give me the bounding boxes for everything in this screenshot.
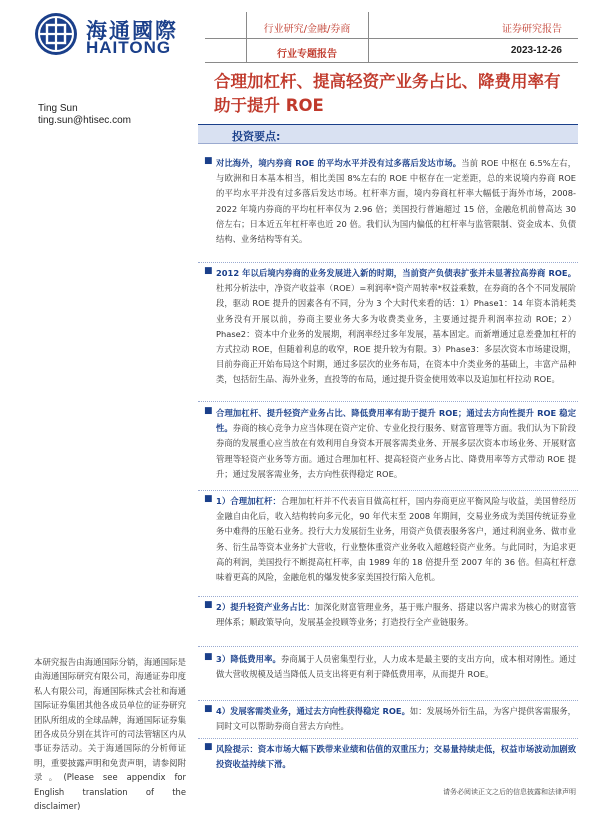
section-divider bbox=[198, 700, 578, 701]
bullet-icon: ■ bbox=[204, 742, 213, 752]
key-point-text bbox=[216, 156, 576, 247]
key-point-body: 杜邦分析法中，净资产收益率（ROE）=利润率*资产周转率*权益乘数，在券商的各个不同发展阶段，驱动 ROE 提升的因素各有不同，分为 3 个大时代来看的话：1）Phase1：14 年资本消耗类业务没有开展以前，券商主要业务大多为收费类业务，主要通过提升利润率拉动 ROE；2）Phase2：资本中介业务的发展期，利润率经过多年发展，基本固定。而新增通过息差叠加杠杆的方式拉动 ROE，但随着利息的收窄，ROE 提升较为有限。3）Phase3：多层次资本市场建设期，目前券商正开始布局这个时期，通过多层次的业务布局，在资本中介类业务的基础上，丰富产品种类，包括衍生品、海外业务，直投等的布局，通过提升资金使用效率以及追加杠杆拉动 ROE。 bbox=[216, 283, 576, 385]
section-divider bbox=[198, 401, 578, 402]
key-points-heading-bar bbox=[198, 124, 578, 144]
section-divider bbox=[198, 262, 578, 263]
bullet-icon: ■ bbox=[204, 704, 213, 714]
report-type: 行业专题报告 bbox=[277, 49, 337, 60]
key-point-body: 当前 ROE 中枢在 6.5%左右，与欧洲和日本基本相当，相比美国 8%左右的 ROE 中枢存在一定差距，总的来说境内券商 ROE 的平均水平并没有过多落后发达市场。杠杆率方面，境内券商杠杆率大幅低于海外市场，2008-2022 年境内券商的平均杠杆率仅为 2.96 倍；美国投行普遍超过 15 倍，金融危机前曾高达 30 倍左右；日本近五年杠杆率也近 20 倍。我们认为国内偏低的杠杆率与监管限制、资金成本、负债结构、业务结构等有关。 bbox=[216, 158, 576, 245]
key-point-item bbox=[204, 156, 576, 247]
key-point-lead: 1）合理加杠杆： bbox=[216, 496, 281, 506]
key-point-body: 加深化财富管理业务，基于账户服务、搭建以客户需求为核心的财富管理体系；顺政策导向，发展基金投顾等业务；打造投行全产业链服务。 bbox=[216, 602, 576, 628]
key-point-text bbox=[216, 652, 576, 682]
bullet-icon: ■ bbox=[204, 156, 213, 166]
key-point-text bbox=[216, 266, 576, 388]
report-date: 2023-12-26 bbox=[510, 45, 562, 56]
section-divider bbox=[198, 738, 578, 739]
report-category: 行业研究/金融/券商 bbox=[263, 24, 351, 35]
key-point-body: 券商属于人员密集型行业，人力成本是最主要的支出方向，成本相对刚性。通过做大营收规模及适当降低人员支出将更有利于降低费用率，从而提升 ROE。 bbox=[216, 654, 576, 680]
key-point-text bbox=[216, 742, 576, 772]
key-point-item bbox=[204, 600, 576, 630]
bullet-icon: ■ bbox=[204, 652, 213, 662]
logo-chinese-name: 海通國際 bbox=[86, 19, 178, 43]
header-divider-bottom bbox=[205, 62, 578, 63]
key-point-item bbox=[204, 494, 576, 585]
section-divider bbox=[198, 490, 578, 491]
key-point-text bbox=[216, 494, 576, 585]
logo-english-name: HAITONG bbox=[86, 38, 172, 57]
haitong-seal-icon bbox=[34, 12, 78, 56]
key-point-lead: 对比海外，境内券商 ROE 的平均水平并没有过多落后发达市场。 bbox=[216, 158, 462, 168]
key-point-text bbox=[216, 406, 576, 482]
key-point-body: 合理加杠杆并不代表盲目做高杠杆，国内券商更应平衡风险与收益，美国曾经历金融自由化后，收入结构转向多元化，90 年代末至 2008 年期间，交易业务成为美国传统证券业务中难得的压舱石业务。投行大力发展衍生业务，用资产负债表服务客户，通过利润业务、做市业务、衍生品等资本业务扩大营收，行业整体重资产业务收入超越轻资产业务。与此同时，为追求更高的利润，美国投行不断提高杠杆率，由 1989 年的 18 倍提升至 2007 年的 36 倍。但高杠杆意味着更高的风险，金融危机的爆发使多家美国投行陷入危机。 bbox=[216, 496, 576, 583]
disclaimer-text: 本研究报告由海通国际分销，海通国际是由海通国际研究有限公司，海通证券印度私人有限公司，海通国际株式会社和海通国际证券集团其他各成员单位的证券研究团队所组成的全球品牌，海通国际证券集团各成员分别在其许可的司法管辖区内从事证券活动。关于海通国际的分析师证明，重要披露声明和免责声明，请参阅附录。(Please see appendix for English translation of the disclaimer) bbox=[34, 657, 186, 812]
risk-warning-lead: 风险提示：资本市场大幅下跌带来业绩和估值的双重压力；交易量持续走低，权益市场波动加剧致投资收益持续下滑。 bbox=[216, 744, 576, 770]
section-divider bbox=[198, 596, 578, 597]
bullet-icon: ■ bbox=[204, 406, 213, 416]
bullet-icon: ■ bbox=[204, 494, 213, 504]
section-divider bbox=[198, 646, 578, 647]
key-point-lead: 3）降低费用率。 bbox=[216, 654, 281, 664]
key-point-item bbox=[204, 406, 576, 482]
key-point-lead: 合理加杠杆、提升轻资产业务占比、降低费用率有助于提升 ROE；通过去方向性提升 ROE 稳定性。 bbox=[216, 408, 576, 434]
header-vertical-rule-right bbox=[368, 12, 369, 62]
author-email[interactable]: ting.sun@htisec.com bbox=[38, 115, 131, 126]
key-point-body: 券商的核心竞争力应当体现在资产定价、专业化投行服务、财富管理等方面。我们认为下阶段券商的发展重心应当放在有效利用自身资本开展客需类业务、开展多层次资本市场业务、开展财富管理等轻资产业务等方面。通过合理加杠杆、提高轻资产业务占比、降费用率等方式带动 ROE 提升；通过发展客需业务，去方向性获得稳定 ROE。 bbox=[216, 423, 576, 479]
key-point-text bbox=[216, 600, 576, 630]
key-point-lead: 4）发展客需类业务，通过去方向性获得稳定 ROE。 bbox=[216, 706, 410, 716]
key-points-title: 投资要点: bbox=[232, 130, 281, 143]
key-point-lead: 2012 年以后境内券商的业务发展进入新的时期，当前资产负债表扩张并未显著拉高券商 ROE。 bbox=[216, 268, 576, 278]
author-name: Ting Sun bbox=[38, 103, 78, 114]
key-point-item bbox=[204, 266, 576, 388]
report-label: 证券研究报告 bbox=[502, 24, 562, 35]
key-point-lead: 2）提升轻资产业务占比： bbox=[216, 602, 315, 612]
header-divider-top bbox=[205, 38, 578, 39]
key-point-text bbox=[216, 704, 576, 734]
key-point-body: 如：发展场外衍生品，为客户提供客需服务，同时文可以帮助券商自营去方向性。 bbox=[216, 706, 576, 732]
key-point-item bbox=[204, 652, 576, 682]
bullet-icon: ■ bbox=[204, 600, 213, 610]
bullet-icon: ■ bbox=[204, 266, 213, 276]
haitong-logo bbox=[34, 12, 184, 56]
key-point-item bbox=[204, 704, 576, 734]
key-point-item-risk bbox=[204, 742, 576, 772]
report-title: 合理加杠杆、提高轻资产业务占比、降费用率有助于提升 ROE bbox=[214, 72, 561, 115]
footer-notice: 请务必阅读正文之后的信息披露和法律声明 bbox=[443, 788, 576, 796]
